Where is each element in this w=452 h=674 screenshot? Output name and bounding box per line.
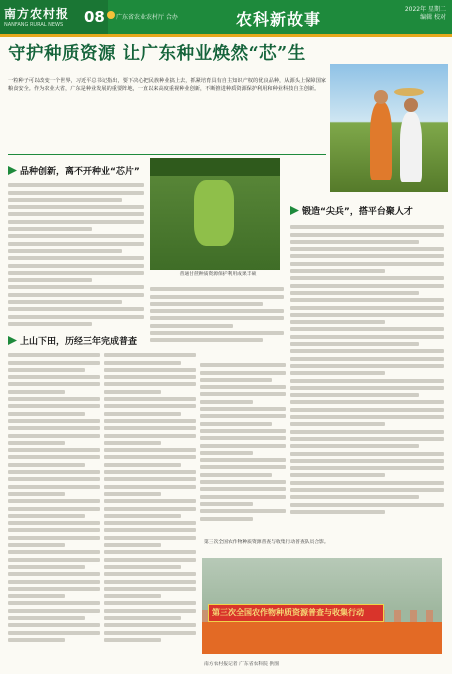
- text-line: [8, 631, 100, 635]
- text-line: [104, 382, 196, 386]
- text-line: [290, 386, 444, 390]
- partner-label: 广东省农业农村厅 合办: [116, 14, 178, 21]
- text-line: [290, 320, 385, 324]
- text-line: [8, 528, 100, 532]
- text-line: [8, 470, 100, 474]
- text-line: [104, 368, 196, 372]
- text-line: [290, 481, 444, 485]
- text-line: [290, 422, 385, 426]
- text-line: [104, 638, 161, 642]
- text-line: [290, 276, 444, 280]
- text-line: [104, 434, 196, 438]
- group-uniforms: [202, 620, 442, 654]
- text-line: [290, 400, 444, 404]
- text-line: [104, 507, 196, 511]
- text-line: [8, 616, 85, 620]
- text-line: [290, 240, 419, 244]
- straw-hat: [394, 88, 424, 96]
- text-line: [150, 287, 284, 291]
- text-line: [200, 473, 272, 477]
- subhead-label: 上山下田，历经三年完成普查: [20, 337, 138, 347]
- text-line: [290, 313, 444, 317]
- text-line: [200, 407, 286, 411]
- text-line: [104, 587, 196, 591]
- text-line: [8, 183, 144, 187]
- text-line: [200, 422, 272, 426]
- text-line: [290, 437, 444, 441]
- article-headline: 守护种质资源 让广东种业焕然“芯”生: [8, 44, 306, 64]
- text-line: [8, 572, 100, 576]
- text-line: [104, 448, 196, 452]
- text-line: [104, 361, 181, 365]
- text-line: [290, 473, 385, 477]
- text-line: [8, 463, 85, 467]
- text-line: [104, 463, 181, 467]
- text-line: [290, 466, 444, 470]
- text-line: [8, 191, 144, 195]
- text-line: [8, 353, 100, 357]
- text-line: [104, 528, 196, 532]
- text-line: [150, 316, 284, 320]
- text-line: [290, 444, 419, 448]
- text-line: [290, 379, 444, 383]
- text-line: [8, 227, 92, 231]
- text-line: [290, 393, 419, 397]
- text-line: [200, 429, 286, 433]
- text-line: [104, 514, 181, 518]
- text-line: [8, 580, 100, 584]
- text-line: [8, 285, 144, 289]
- photo-byline: 南方农村报记者 广东省农科院 供图: [204, 662, 280, 667]
- text-line: [200, 502, 253, 506]
- text-line: [104, 601, 196, 605]
- text-line: [290, 371, 385, 375]
- text-line: [104, 536, 196, 540]
- text-line: [8, 293, 144, 297]
- text-line: [8, 558, 100, 562]
- text-line: [200, 465, 286, 469]
- subhead-label: 品种创新，离不开种业“芯片”: [20, 167, 140, 177]
- body-text-column: [8, 180, 144, 330]
- text-line: [8, 623, 100, 627]
- text-line: [8, 368, 85, 372]
- text-line: [8, 307, 144, 311]
- text-line: [290, 357, 444, 361]
- text-line: [200, 480, 286, 484]
- text-line: [104, 580, 196, 584]
- page-number: 08: [84, 8, 105, 26]
- body-text-column: [104, 350, 196, 668]
- text-line: [290, 247, 444, 251]
- text-line: [290, 415, 444, 419]
- text-line: [8, 212, 144, 216]
- text-line: [8, 397, 100, 401]
- text-line: [200, 436, 286, 440]
- farmers-photo: [330, 64, 448, 192]
- text-line: [8, 448, 100, 452]
- text-line: [200, 495, 286, 499]
- text-line: [8, 638, 65, 642]
- text-line: [150, 331, 284, 335]
- text-line: [290, 342, 419, 346]
- text-line: [8, 271, 144, 275]
- text-line: [290, 327, 444, 331]
- text-line: [8, 514, 85, 518]
- arrow-icon: [8, 336, 17, 345]
- text-line: [8, 521, 100, 525]
- text-line: [8, 609, 100, 613]
- text-line: [8, 315, 144, 319]
- body-text-column: [200, 360, 286, 536]
- text-line: [8, 382, 100, 386]
- text-line: [290, 452, 444, 456]
- text-line: [104, 390, 161, 394]
- arrow-icon: [8, 166, 17, 175]
- text-line: [104, 543, 161, 547]
- text-line: [8, 256, 144, 260]
- text-line: [290, 503, 444, 507]
- text-line: [8, 322, 92, 326]
- text-line: [8, 278, 92, 282]
- text-line: [200, 392, 286, 396]
- text-line: [8, 441, 65, 445]
- text-line: [8, 550, 100, 554]
- text-line: [150, 295, 284, 299]
- arrow-icon: [290, 206, 299, 215]
- newspaper-logo: 南方农村报: [4, 7, 70, 21]
- text-line: [8, 361, 100, 365]
- text-line: [290, 408, 444, 412]
- text-line: [290, 495, 419, 499]
- text-line: [150, 309, 284, 313]
- text-line: [8, 565, 85, 569]
- text-line: [104, 623, 196, 627]
- text-line: [8, 499, 100, 503]
- divider: [8, 154, 326, 155]
- farmer-head: [374, 90, 388, 104]
- text-line: [104, 558, 196, 562]
- masthead-brand: [0, 0, 108, 34]
- text-line: [8, 587, 100, 591]
- text-line: [290, 233, 444, 237]
- text-line: [104, 521, 196, 525]
- text-line: [8, 220, 144, 224]
- subhead-label: 锻造“尖兵”，搭平台聚人才: [302, 207, 413, 217]
- text-line: [104, 426, 196, 430]
- banana-photo-caption: 普通甘蔗种质资源保护利用成果丰硕: [179, 272, 257, 277]
- text-line: [8, 419, 100, 423]
- text-line: [104, 594, 161, 598]
- edition-line-2: 编辑 校对: [420, 14, 446, 21]
- text-line: [290, 306, 444, 310]
- masthead: [0, 0, 452, 34]
- text-line: [104, 616, 181, 620]
- text-line: [104, 412, 181, 416]
- banana-leaves: [150, 158, 280, 176]
- farmer-head: [404, 98, 418, 112]
- text-line: [104, 397, 196, 401]
- text-line: [8, 412, 85, 416]
- text-line: [104, 572, 196, 576]
- text-line: [150, 302, 263, 306]
- text-line: [150, 324, 233, 328]
- text-line: [200, 458, 286, 462]
- text-line: [8, 536, 100, 540]
- text-line: [104, 609, 196, 613]
- subhead-survey: [8, 334, 137, 347]
- text-line: [104, 492, 161, 496]
- text-line: [104, 455, 196, 459]
- section-title: 农科新故事: [236, 10, 322, 29]
- text-line: [104, 419, 196, 423]
- text-line: [104, 477, 196, 481]
- text-line: [8, 404, 100, 408]
- text-line: [8, 477, 100, 481]
- text-line: [200, 509, 286, 513]
- text-line: [8, 485, 100, 489]
- text-line: [290, 269, 385, 273]
- partner-logo-icon: [107, 11, 115, 19]
- text-line: [200, 414, 286, 418]
- text-line: [290, 488, 444, 492]
- subhead-seed-innovation: [8, 164, 140, 177]
- text-line: [8, 492, 65, 496]
- text-line: [200, 378, 272, 382]
- event-banner-text: 第三次全国农作物种质资源普查与收集行动: [212, 608, 364, 617]
- group-photo-caption: 第三次全国农作物种质资源普查与收集行动普查队员合影。: [204, 540, 329, 545]
- text-line: [8, 375, 100, 379]
- text-line: [150, 338, 263, 342]
- text-line: [290, 335, 444, 339]
- text-line: [290, 284, 444, 288]
- banana-photo: [150, 158, 280, 270]
- text-line: [8, 390, 65, 394]
- text-line: [104, 375, 196, 379]
- edition-info: [405, 6, 446, 22]
- body-text-column: [290, 222, 444, 540]
- text-line: [200, 385, 286, 389]
- text-line: [104, 565, 181, 569]
- text-line: [8, 198, 122, 202]
- text-line: [200, 487, 286, 491]
- text-line: [290, 349, 444, 353]
- text-line: [8, 434, 100, 438]
- text-line: [290, 364, 444, 368]
- newspaper-logo-subtitle: NANFANG RURAL NEWS: [4, 22, 64, 28]
- subhead-talent-platform: [290, 204, 413, 217]
- text-line: [104, 470, 196, 474]
- banana-bunch: [194, 180, 234, 246]
- text-line: [200, 517, 253, 521]
- farmer-figure: [400, 112, 422, 182]
- text-line: [290, 254, 444, 258]
- text-line: [104, 499, 196, 503]
- text-line: [8, 300, 122, 304]
- text-line: [8, 264, 144, 268]
- text-line: [290, 430, 444, 434]
- text-line: [200, 363, 286, 367]
- text-line: [8, 601, 100, 605]
- text-line: [104, 441, 161, 445]
- text-line: [200, 444, 286, 448]
- article-lead: 一粒种子可以改变一个世界，习近平总书记指出，要下决心把民族种业搞上去，抓紧培育具有自主知识产权的优良品种，从源头上保障国家粮食安全。作为农业大省，广东是种业发展的重要阵地，一直以来高度重视种业创新，不断推进种质资源保护利用和种业科技自主创新。: [8, 78, 326, 92]
- text-line: [8, 543, 65, 547]
- text-line: [8, 249, 122, 253]
- text-line: [200, 400, 253, 404]
- text-line: [200, 371, 286, 375]
- text-line: [8, 455, 100, 459]
- text-line: [290, 262, 444, 266]
- text-line: [104, 404, 196, 408]
- text-line: [8, 594, 65, 598]
- body-text-column: [8, 350, 100, 668]
- edition-line-1: 2022年 星期二: [404, 6, 446, 13]
- text-line: [290, 459, 444, 463]
- text-line: [104, 485, 196, 489]
- masthead-stripe: [0, 34, 452, 37]
- text-line: [8, 205, 144, 209]
- body-text-column: [150, 284, 284, 354]
- farmer-figure: [370, 102, 392, 180]
- text-line: [200, 451, 253, 455]
- text-line: [104, 353, 196, 357]
- text-line: [8, 426, 100, 430]
- text-line: [290, 510, 385, 514]
- text-line: [290, 298, 444, 302]
- text-line: [290, 225, 444, 229]
- text-line: [8, 507, 100, 511]
- text-line: [8, 242, 144, 246]
- text-line: [104, 631, 196, 635]
- text-line: [290, 291, 419, 295]
- text-line: [104, 550, 196, 554]
- text-line: [8, 234, 144, 238]
